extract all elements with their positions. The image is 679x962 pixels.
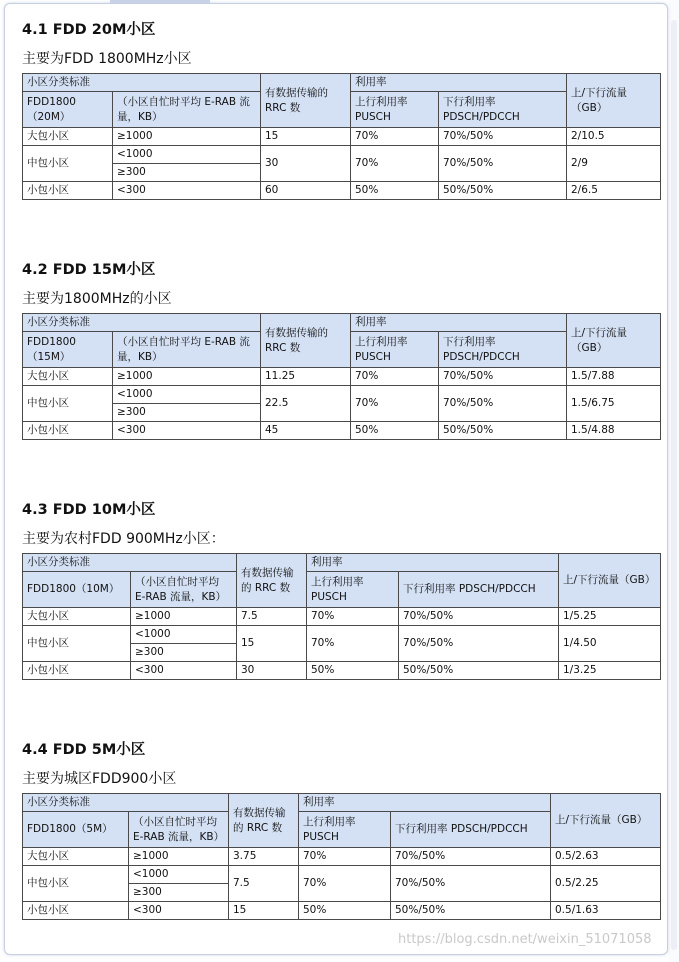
row-dl: 70%/50% <box>439 128 567 146</box>
row-ul: 70% <box>351 146 439 182</box>
traffic-header: 上/下行流量（GB） <box>559 554 661 608</box>
row-dl: 50%/50% <box>391 902 551 920</box>
ul-util-header: 上行利用率 PUSCH <box>351 92 439 128</box>
row-criterion: ≥300 <box>113 164 261 182</box>
row-label: 小包小区 <box>23 182 113 200</box>
criterion-header: （小区自忙时平均 E-RAB 流量，KB） <box>129 812 229 848</box>
row-criterion: <1000 <box>113 146 261 164</box>
cell-classification-table <box>22 73 661 200</box>
util-header: 利用率 <box>351 74 567 92</box>
traffic-header: 上/下行流量（GB） <box>567 314 661 368</box>
row-label: 中包小区 <box>23 626 131 662</box>
csdn-watermark: https://blog.csdn.net/weixin_51071058 <box>398 932 652 947</box>
row-dl: 70%/50% <box>399 608 559 626</box>
row-ul: 70% <box>351 128 439 146</box>
row-traffic: 0.5/2.25 <box>551 866 661 902</box>
ul-util-header: 上行利用率 PUSCH <box>307 572 399 608</box>
row-ul: 70% <box>307 608 399 626</box>
category-header: 小区分类标准 <box>23 314 261 332</box>
rrc-header: 有数据传输的 RRC 数 <box>229 794 299 848</box>
table-row <box>23 626 661 644</box>
row-ul: 70% <box>299 866 391 902</box>
table-row <box>23 386 661 404</box>
dl-util-header: 下行利用率 PDSCH/PDCCH <box>439 92 567 128</box>
row-rrc: 7.5 <box>237 608 307 626</box>
row-rrc: 60 <box>261 182 351 200</box>
table-row <box>23 866 661 884</box>
rrc-header: 有数据传输的 RRC 数 <box>237 554 307 608</box>
row-criterion: ≥300 <box>131 644 237 662</box>
row-traffic: 1/4.50 <box>559 626 661 662</box>
dl-util-header: 下行利用率 PDSCH/PDCCH <box>399 572 559 608</box>
table-row <box>23 608 661 626</box>
row-label: 小包小区 <box>23 422 113 440</box>
row-dl: 70%/50% <box>399 626 559 662</box>
row-dl: 70%/50% <box>391 848 551 866</box>
row-dl: 70%/50% <box>439 368 567 386</box>
table-row <box>23 182 661 200</box>
section-fdd-15m <box>22 260 662 440</box>
category-header: 小区分类标准 <box>23 74 261 92</box>
row-criterion: ≥300 <box>129 884 229 902</box>
section-title: 4.4 FDD 5M小区 <box>22 742 146 758</box>
section-subtitle: 主要为FDD 1800MHz小区 <box>22 51 192 67</box>
row-criterion: <300 <box>129 902 229 920</box>
band-header: FDD1800（5M） <box>23 812 129 848</box>
row-criterion: <1000 <box>131 626 237 644</box>
row-label: 中包小区 <box>23 386 113 422</box>
cell-classification-table <box>22 793 661 920</box>
header-row <box>23 74 661 92</box>
table-row <box>23 902 661 920</box>
row-criterion: ≥1000 <box>131 608 237 626</box>
page-scrollbar[interactable] <box>669 0 679 962</box>
category-header: 小区分类标准 <box>23 794 229 812</box>
row-rrc: 15 <box>237 626 307 662</box>
band-header: FDD1800（20M） <box>23 92 113 128</box>
row-rrc: 22.5 <box>261 386 351 422</box>
row-traffic: 2/6.5 <box>567 182 661 200</box>
row-criterion: <1000 <box>113 386 261 404</box>
table-row <box>23 128 661 146</box>
row-traffic: 1/5.25 <box>559 608 661 626</box>
row-label: 大包小区 <box>23 368 113 386</box>
row-traffic: 1.5/4.88 <box>567 422 661 440</box>
cell-classification-table <box>22 553 661 680</box>
row-dl: 70%/50% <box>439 146 567 182</box>
util-header: 利用率 <box>351 314 567 332</box>
band-header: FDD1800（10M） <box>23 572 131 608</box>
criterion-header: （小区自忙时平均 E-RAB 流量，KB） <box>131 572 237 608</box>
row-rrc: 15 <box>229 902 299 920</box>
row-traffic: 0.5/1.63 <box>551 902 661 920</box>
table-row <box>23 146 661 164</box>
row-dl: 50%/50% <box>439 182 567 200</box>
cell-classification-table <box>22 313 661 440</box>
section-title: 4.2 FDD 15M小区 <box>22 262 156 278</box>
row-criterion: ≥1000 <box>113 128 261 146</box>
dl-util-header: 下行利用率 PDSCH/PDCCH <box>391 812 551 848</box>
top-accent-bar <box>110 0 210 3</box>
section-title: 4.1 FDD 20M小区 <box>22 22 156 38</box>
scrollbar-thumb[interactable] <box>671 20 677 950</box>
row-dl: 50%/50% <box>399 662 559 680</box>
header-row <box>23 794 661 812</box>
section-subtitle: 主要为1800MHz的小区 <box>22 291 172 307</box>
row-rrc: 11.25 <box>261 368 351 386</box>
row-label: 中包小区 <box>23 146 113 182</box>
row-traffic: 1.5/6.75 <box>567 386 661 422</box>
row-criterion: ≥300 <box>113 404 261 422</box>
row-traffic: 2/9 <box>567 146 661 182</box>
table-row <box>23 422 661 440</box>
row-ul: 70% <box>351 386 439 422</box>
row-criterion: ≥1000 <box>129 848 229 866</box>
ul-util-header: 上行利用率 PUSCH <box>351 332 439 368</box>
row-label: 小包小区 <box>23 662 131 680</box>
rrc-header: 有数据传输的 RRC 数 <box>261 314 351 368</box>
row-ul: 50% <box>351 182 439 200</box>
row-criterion: <1000 <box>129 866 229 884</box>
band-header: FDD1800（15M） <box>23 332 113 368</box>
header-row <box>23 554 661 572</box>
util-header: 利用率 <box>307 554 559 572</box>
section-fdd-10m <box>22 500 662 680</box>
row-label: 大包小区 <box>23 608 131 626</box>
row-label: 大包小区 <box>23 848 129 866</box>
header-row <box>23 314 661 332</box>
row-ul: 50% <box>351 422 439 440</box>
row-criterion: <300 <box>113 182 261 200</box>
row-label: 大包小区 <box>23 128 113 146</box>
category-header: 小区分类标准 <box>23 554 237 572</box>
util-header: 利用率 <box>299 794 551 812</box>
row-rrc: 30 <box>261 146 351 182</box>
traffic-header: 上/下行流量（GB） <box>567 74 661 128</box>
section-title: 4.3 FDD 10M小区 <box>22 502 156 518</box>
section-fdd-20m <box>22 20 662 200</box>
row-traffic: 0.5/2.63 <box>551 848 661 866</box>
row-ul: 50% <box>307 662 399 680</box>
row-label: 小包小区 <box>23 902 129 920</box>
row-ul: 70% <box>299 848 391 866</box>
criterion-header: （小区自忙时平均 E-RAB 流量，KB） <box>113 332 261 368</box>
row-rrc: 45 <box>261 422 351 440</box>
section-subtitle: 主要为农村FDD 900MHz小区： <box>22 531 225 547</box>
row-dl: 70%/50% <box>391 866 551 902</box>
table-row <box>23 368 661 386</box>
section-fdd-5m <box>22 740 662 920</box>
section-subtitle: 主要为城区FDD900小区 <box>22 771 177 787</box>
criterion-header: （小区自忙时平均 E-RAB 流量，KB） <box>113 92 261 128</box>
row-traffic: 2/10.5 <box>567 128 661 146</box>
row-ul: 50% <box>299 902 391 920</box>
row-rrc: 15 <box>261 128 351 146</box>
row-dl: 70%/50% <box>439 386 567 422</box>
table-row <box>23 662 661 680</box>
row-label: 中包小区 <box>23 866 129 902</box>
row-ul: 70% <box>307 626 399 662</box>
row-traffic: 1/3.25 <box>559 662 661 680</box>
row-criterion: ≥1000 <box>113 368 261 386</box>
row-rrc: 3.75 <box>229 848 299 866</box>
rrc-header: 有数据传输的 RRC 数 <box>261 74 351 128</box>
row-dl: 50%/50% <box>439 422 567 440</box>
table-row <box>23 848 661 866</box>
row-ul: 70% <box>351 368 439 386</box>
traffic-header: 上/下行流量（GB） <box>551 794 661 848</box>
dl-util-header: 下行利用率 PDSCH/PDCCH <box>439 332 567 368</box>
row-rrc: 7.5 <box>229 866 299 902</box>
ul-util-header: 上行利用率 PUSCH <box>299 812 391 848</box>
row-rrc: 30 <box>237 662 307 680</box>
row-criterion: <300 <box>131 662 237 680</box>
row-traffic: 1.5/7.88 <box>567 368 661 386</box>
row-criterion: <300 <box>113 422 261 440</box>
